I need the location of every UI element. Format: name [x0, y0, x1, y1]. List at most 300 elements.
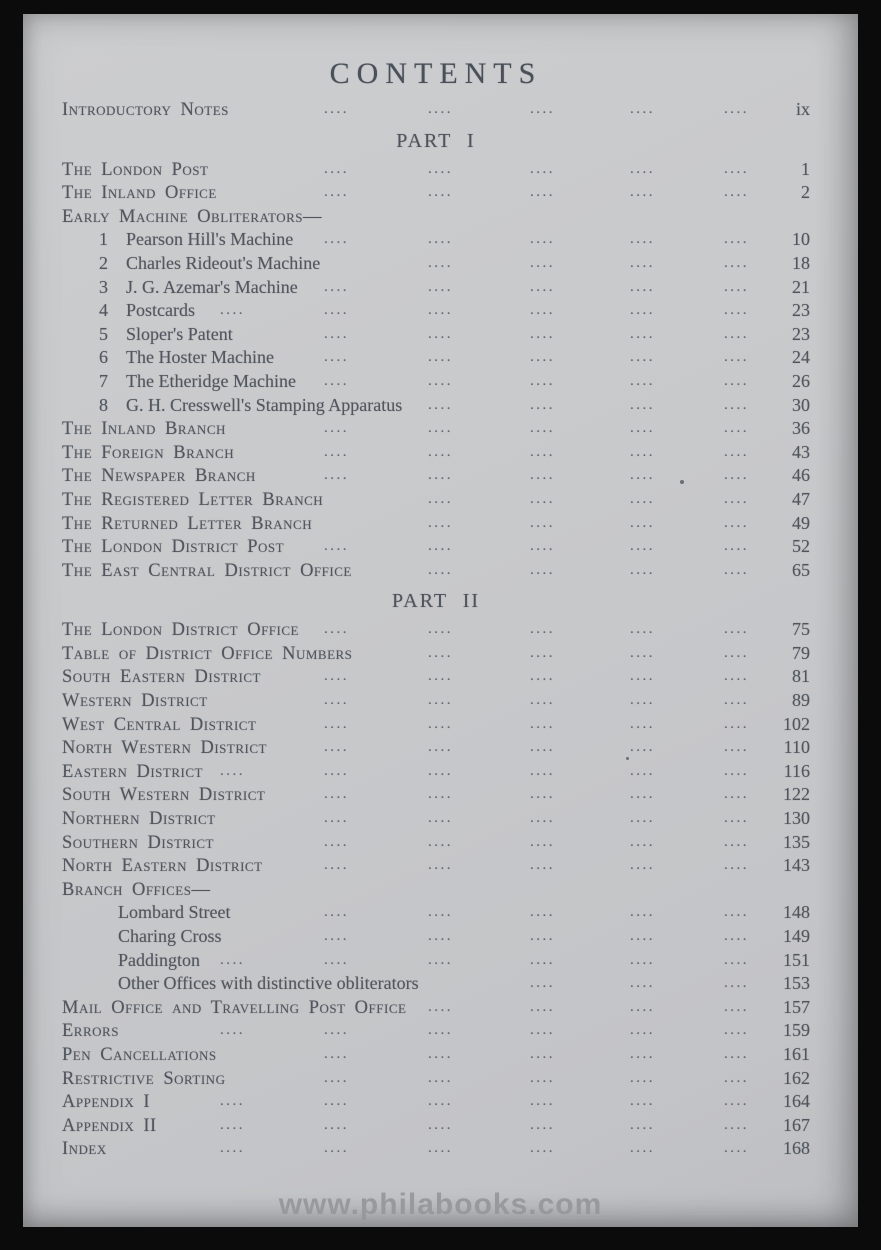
entry-number: 7: [99, 370, 108, 391]
dot-leader: ....: [630, 101, 655, 117]
dot-leader: ....: [630, 160, 655, 177]
dot-leader: ....: [324, 1045, 349, 1062]
entry-page-number: 116: [783, 760, 810, 781]
entry-page-number: 75: [792, 619, 810, 640]
toc-row: [62, 972, 810, 996]
dot-leader: ....: [724, 254, 749, 271]
dot-leader: ....: [724, 786, 749, 803]
entry-page-number: 43: [792, 441, 810, 462]
dot-leader: ....: [630, 1069, 655, 1086]
dot-leader: ....: [630, 184, 655, 201]
dot-leader: ....: [724, 1069, 749, 1086]
dot-leader: ....: [630, 278, 655, 295]
dot-leader: ....: [530, 692, 555, 709]
dot-leader: ....: [428, 101, 453, 117]
toc-row: [62, 417, 810, 441]
dot-leader: ....: [324, 101, 349, 117]
dot-leader: ....: [724, 490, 749, 507]
dot-leader: ....: [630, 762, 655, 779]
entry-page-number: 164: [783, 1091, 810, 1112]
dot-leader: ....: [428, 514, 453, 531]
toc-row: [62, 831, 810, 855]
dot-leader: ....: [428, 715, 453, 732]
dot-leader: ....: [324, 739, 349, 756]
entry-page-number: 81: [792, 666, 810, 687]
dot-leader: ....: [724, 644, 749, 661]
entry-label: Appendix II: [62, 1115, 157, 1136]
entry-label: The Inland Office: [62, 183, 217, 204]
dot-leader: ....: [428, 325, 453, 342]
toc-row: [62, 713, 810, 737]
dot-leader: ....: [724, 762, 749, 779]
dot-leader: ....: [630, 420, 655, 437]
dot-leader: ....: [530, 644, 555, 661]
entry-label: Introductory Notes: [62, 100, 229, 120]
entry-number: 1: [99, 229, 108, 250]
contents-page: [23, 14, 858, 1227]
dot-leader: ....: [324, 951, 349, 968]
entry-label: The Returned Letter Branch: [62, 513, 313, 534]
entry-page-number: 153: [783, 973, 810, 994]
toc-row: [62, 464, 810, 488]
dot-leader: ....: [324, 184, 349, 201]
dot-leader: ....: [220, 951, 245, 968]
entry-label: The East Central District Office: [62, 560, 352, 581]
dot-leader: ....: [324, 928, 349, 944]
dot-leader: ....: [724, 668, 749, 685]
dot-leader: ....: [530, 786, 555, 803]
dot-leader: ....: [324, 904, 349, 921]
dot-leader: ....: [530, 514, 555, 531]
dot-leader: ....: [428, 302, 453, 319]
dot-leader: ....: [324, 1116, 349, 1133]
entry-number: 6: [99, 347, 108, 368]
toc-row: [62, 370, 810, 394]
dot-leader: ....: [324, 302, 349, 319]
dot-leader: ....: [630, 739, 655, 756]
dot-leader: ....: [724, 278, 749, 295]
dot-leader: ....: [324, 325, 349, 342]
dot-leader: ....: [630, 325, 655, 342]
entry-label: Sloper's Patent: [126, 323, 233, 344]
toc-row: [62, 346, 810, 370]
entry-page-number: 148: [783, 902, 810, 923]
dot-leader: ....: [428, 372, 453, 389]
entry-label: The Hoster Machine: [126, 347, 274, 368]
dot-leader: ....: [724, 231, 749, 248]
dot-leader: ....: [630, 372, 655, 389]
paper-speck: [626, 757, 629, 760]
toc-row: [62, 854, 810, 878]
dot-leader: ....: [724, 739, 749, 756]
dot-leader: ....: [630, 490, 655, 507]
dot-leader: ....: [530, 160, 555, 177]
entry-page-number: 24: [792, 347, 810, 368]
dot-leader: ....: [630, 1045, 655, 1062]
dot-leader: ....: [428, 254, 453, 271]
entry-label: Charing Cross: [118, 926, 222, 946]
dot-leader: ....: [630, 833, 655, 850]
dot-leader: ....: [428, 1045, 453, 1062]
dot-leader: ....: [220, 1140, 245, 1157]
dot-leader: ....: [630, 951, 655, 968]
dot-leader: ....: [220, 1093, 245, 1110]
dot-leader: ....: [428, 739, 453, 756]
entry-page-number: 135: [783, 831, 810, 852]
toc-row: [62, 996, 810, 1020]
entry-number: 4: [99, 300, 108, 321]
dot-leader: ....: [530, 325, 555, 342]
dot-leader: ....: [530, 928, 555, 944]
toc-row: [62, 807, 810, 831]
dot-leader: ....: [724, 160, 749, 177]
page-title: CONTENTS: [329, 57, 543, 90]
dot-leader: ....: [630, 349, 655, 366]
dot-leader: ....: [530, 1093, 555, 1110]
dot-leader: ....: [428, 1093, 453, 1110]
entry-page-number: 110: [783, 737, 810, 758]
toc-row: [62, 949, 810, 973]
dot-leader: ....: [324, 810, 349, 827]
dot-leader: ....: [428, 857, 453, 874]
dot-leader: ....: [324, 1140, 349, 1157]
dot-leader: ....: [630, 1116, 655, 1133]
dot-leader: ....: [630, 692, 655, 709]
dot-leader: ....: [630, 668, 655, 685]
entry-page-number: 26: [792, 370, 810, 391]
entry-label: Charles Rideout's Machine: [126, 252, 321, 273]
dot-leader: ....: [530, 101, 555, 117]
dot-leader: ....: [630, 1093, 655, 1110]
dot-leader: ....: [324, 621, 349, 638]
dot-leader: ....: [724, 349, 749, 366]
dot-leader: ....: [724, 184, 749, 201]
dot-leader: ....: [530, 538, 555, 555]
dot-leader: ....: [428, 998, 453, 1015]
toc-row: [62, 276, 810, 300]
entry-label: J. G. Azemar's Machine: [126, 276, 298, 297]
dot-leader: ....: [220, 1116, 245, 1133]
toc-row: [62, 98, 810, 122]
entry-page-number: 167: [783, 1114, 810, 1135]
dot-leader: ....: [428, 443, 453, 460]
toc-row: [62, 642, 810, 666]
dot-leader: ....: [530, 184, 555, 201]
dot-leader: ....: [428, 278, 453, 295]
entry-label: Index: [62, 1139, 107, 1160]
dot-leader: ....: [724, 420, 749, 437]
dot-leader: ....: [530, 372, 555, 389]
dot-leader: ....: [630, 786, 655, 803]
dot-leader: ....: [724, 101, 749, 117]
dot-leader: ....: [530, 349, 555, 366]
dot-leader: ....: [530, 1140, 555, 1157]
entry-label: South Western District: [62, 785, 266, 806]
entry-page-number: 130: [783, 808, 810, 829]
dot-leader: ....: [428, 420, 453, 437]
toc-row: [62, 783, 810, 807]
toc-row: [62, 925, 810, 949]
dot-leader: ....: [724, 928, 749, 944]
dot-leader: ....: [630, 810, 655, 827]
entry-label: The Registered Letter Branch: [62, 489, 324, 510]
dot-leader: ....: [530, 420, 555, 437]
dot-leader: ....: [630, 302, 655, 319]
entry-label: Postcards: [126, 300, 195, 321]
entry-page-number: 18: [792, 252, 810, 273]
dot-leader: ....: [428, 621, 453, 638]
dot-leader: ....: [630, 621, 655, 638]
entry-label: Paddington: [118, 949, 201, 970]
entry-page-number: 168: [783, 1138, 810, 1159]
dot-leader: ....: [724, 810, 749, 827]
toc-row: [62, 760, 810, 784]
dot-leader: ....: [724, 857, 749, 874]
dot-leader: ....: [428, 184, 453, 201]
dot-leader: ....: [428, 762, 453, 779]
dot-leader: ....: [724, 372, 749, 389]
entry-label: North Eastern District: [62, 856, 263, 877]
entry-page-number: ix: [795, 99, 810, 119]
dot-leader: ....: [630, 904, 655, 921]
dot-leader: ....: [630, 443, 655, 460]
part-1-heading: PART I: [396, 129, 476, 152]
dot-leader: ....: [630, 514, 655, 531]
dot-leader: ....: [724, 396, 749, 413]
dot-leader: ....: [428, 928, 453, 944]
dot-leader: ....: [428, 396, 453, 413]
dot-leader: ....: [530, 715, 555, 732]
dot-leader: ....: [530, 1022, 555, 1039]
toc-row: [62, 689, 810, 713]
entry-number: 3: [99, 276, 108, 297]
entry-label: The London District Post: [62, 537, 285, 558]
dot-leader: ....: [630, 538, 655, 555]
dot-leader: ....: [724, 951, 749, 968]
dot-leader: ....: [530, 810, 555, 827]
dot-leader: ....: [428, 490, 453, 507]
entry-page-number: 149: [783, 926, 810, 946]
toc-row: [62, 559, 810, 583]
dot-leader: ....: [530, 1116, 555, 1133]
dot-leader: ....: [724, 514, 749, 531]
dot-leader: ....: [324, 1022, 349, 1039]
dot-leader: ....: [530, 739, 555, 756]
dot-leader: ....: [324, 443, 349, 460]
dot-leader: ....: [530, 467, 555, 484]
dot-leader: ....: [530, 302, 555, 319]
dot-leader: ....: [324, 668, 349, 685]
dot-leader: ....: [428, 467, 453, 484]
dot-leader: ....: [324, 1093, 349, 1110]
part-2-rows: [62, 618, 810, 1161]
entry-page-number: 157: [783, 996, 810, 1017]
intro-rows: [62, 98, 810, 122]
entry-label: Northern District: [62, 809, 216, 830]
entry-label: Mail Office and Travelling Post Office: [62, 997, 407, 1018]
entry-page-number: 21: [792, 276, 810, 297]
dot-leader: ....: [630, 715, 655, 732]
entry-label: Branch Offices—: [62, 879, 211, 900]
entry-number: 5: [99, 323, 108, 344]
dot-leader: ....: [530, 561, 555, 578]
dot-leader: ....: [324, 786, 349, 803]
entry-page-number: 161: [783, 1043, 810, 1064]
dot-leader: ....: [724, 692, 749, 709]
toc-row: [62, 181, 810, 205]
toc-row: [62, 323, 810, 347]
dot-leader: ....: [530, 396, 555, 413]
dot-leader: ....: [530, 490, 555, 507]
entry-label: The Foreign Branch: [62, 442, 235, 463]
dot-leader: ....: [630, 231, 655, 248]
dot-leader: ....: [324, 715, 349, 732]
entry-label: Pen Cancellations: [62, 1044, 217, 1065]
dot-leader: ....: [724, 904, 749, 921]
dot-leader: ....: [428, 561, 453, 578]
entry-label: The Inland Branch: [62, 419, 226, 440]
dot-leader: ....: [724, 1045, 749, 1062]
entry-label: The Etheridge Machine: [126, 370, 296, 391]
dot-leader: ....: [724, 621, 749, 638]
entry-page-number: 2: [801, 182, 810, 203]
toc-row: [62, 252, 810, 276]
dot-leader: ....: [324, 349, 349, 366]
dot-leader: ....: [428, 1069, 453, 1086]
dot-leader: ....: [324, 692, 349, 709]
dot-leader: ....: [530, 254, 555, 271]
entry-page-number: 1: [801, 158, 810, 179]
toc-row: [62, 535, 810, 559]
toc-row: [62, 512, 810, 536]
entry-label: Lombard Street: [118, 902, 231, 923]
dot-leader: ....: [530, 951, 555, 968]
entry-page-number: 79: [792, 642, 810, 663]
dot-leader: ....: [630, 1022, 655, 1039]
dot-leader: ....: [324, 160, 349, 177]
toc-row: [62, 394, 810, 418]
entry-page-number: 23: [792, 300, 810, 321]
dot-leader: ....: [324, 420, 349, 437]
dot-leader: ....: [630, 857, 655, 874]
entry-label: West Central District: [62, 714, 257, 735]
entry-page-number: 102: [783, 713, 810, 734]
toc-row: [62, 878, 810, 902]
entry-label: North Western District: [62, 738, 267, 759]
entry-label: South Eastern District: [62, 667, 261, 688]
entry-number: 2: [99, 252, 108, 273]
dot-leader: ....: [724, 1022, 749, 1039]
watermark: www.philabooks.com: [278, 1188, 603, 1221]
toc-row: [62, 665, 810, 689]
dot-leader: ....: [428, 833, 453, 850]
dot-leader: ....: [724, 467, 749, 484]
toc-row: [62, 488, 810, 512]
dot-leader: ....: [428, 786, 453, 803]
dot-leader: ....: [724, 715, 749, 732]
entry-page-number: 36: [792, 418, 810, 439]
entry-label: The Newspaper Branch: [62, 466, 256, 487]
entry-page-number: 49: [792, 512, 810, 533]
dot-leader: ....: [530, 975, 555, 992]
dot-leader: ....: [324, 231, 349, 248]
toc-row: [62, 299, 810, 323]
dot-leader: ....: [530, 904, 555, 921]
entry-label: Restrictive Sorting: [62, 1068, 226, 1089]
entry-label: Early Machine Obliterators—: [62, 206, 322, 227]
toc-row: [62, 158, 810, 182]
dot-leader: ....: [220, 1022, 245, 1039]
dot-leader: ....: [530, 857, 555, 874]
entry-number: 8: [99, 394, 108, 415]
dot-leader: ....: [428, 538, 453, 555]
dot-leader: ....: [724, 975, 749, 992]
toc-row: [62, 205, 810, 229]
dot-leader: ....: [630, 254, 655, 271]
dot-leader: ....: [530, 1045, 555, 1062]
entry-label: Southern District: [62, 832, 214, 853]
entry-page-number: 159: [783, 1020, 810, 1041]
toc-row: [62, 1090, 810, 1114]
dot-leader: ....: [724, 443, 749, 460]
page-content: [62, 14, 810, 1161]
dot-leader: ....: [724, 538, 749, 555]
entry-page-number: 30: [792, 394, 810, 415]
toc-row: [62, 1137, 810, 1161]
entry-page-number: 52: [792, 536, 810, 557]
part-1-rows: [62, 158, 810, 583]
toc-row: [62, 1043, 810, 1067]
dot-leader: ....: [428, 1022, 453, 1039]
entry-page-number: 151: [783, 949, 810, 970]
dot-leader: ....: [630, 975, 655, 992]
dot-leader: ....: [220, 302, 245, 319]
entry-label: Eastern District: [62, 761, 203, 782]
dot-leader: ....: [724, 1116, 749, 1133]
dot-leader: ....: [530, 443, 555, 460]
entry-label: Pearson Hill's Machine: [126, 229, 294, 250]
entry-page-number: 143: [783, 855, 810, 876]
entry-page-number: 65: [792, 559, 810, 580]
entry-label: Western District: [62, 691, 208, 712]
entry-label: The London District Office: [62, 620, 299, 641]
dot-leader: ....: [530, 998, 555, 1015]
entry-page-number: 47: [792, 488, 810, 509]
entry-label: Errors: [62, 1021, 119, 1042]
dot-leader: ....: [428, 160, 453, 177]
dot-leader: ....: [428, 692, 453, 709]
entry-label: The London Post: [62, 159, 209, 180]
dot-leader: ....: [530, 231, 555, 248]
toc-row: [62, 1019, 810, 1043]
toc-row: [62, 1067, 810, 1091]
entry-page-number: 89: [792, 690, 810, 711]
dot-leader: ....: [724, 302, 749, 319]
dot-leader: ....: [324, 467, 349, 484]
toc-row: [62, 228, 810, 252]
dot-leader: ....: [724, 561, 749, 578]
dot-leader: ....: [324, 857, 349, 874]
dot-leader: ....: [530, 668, 555, 685]
dot-leader: ....: [630, 644, 655, 661]
dot-leader: ....: [630, 1140, 655, 1157]
dot-leader: ....: [630, 561, 655, 578]
part-2-heading: PART II: [391, 590, 481, 613]
dot-leader: ....: [428, 668, 453, 685]
dot-leader: ....: [724, 998, 749, 1015]
dot-leader: ....: [428, 231, 453, 248]
dot-leader: ....: [428, 951, 453, 968]
